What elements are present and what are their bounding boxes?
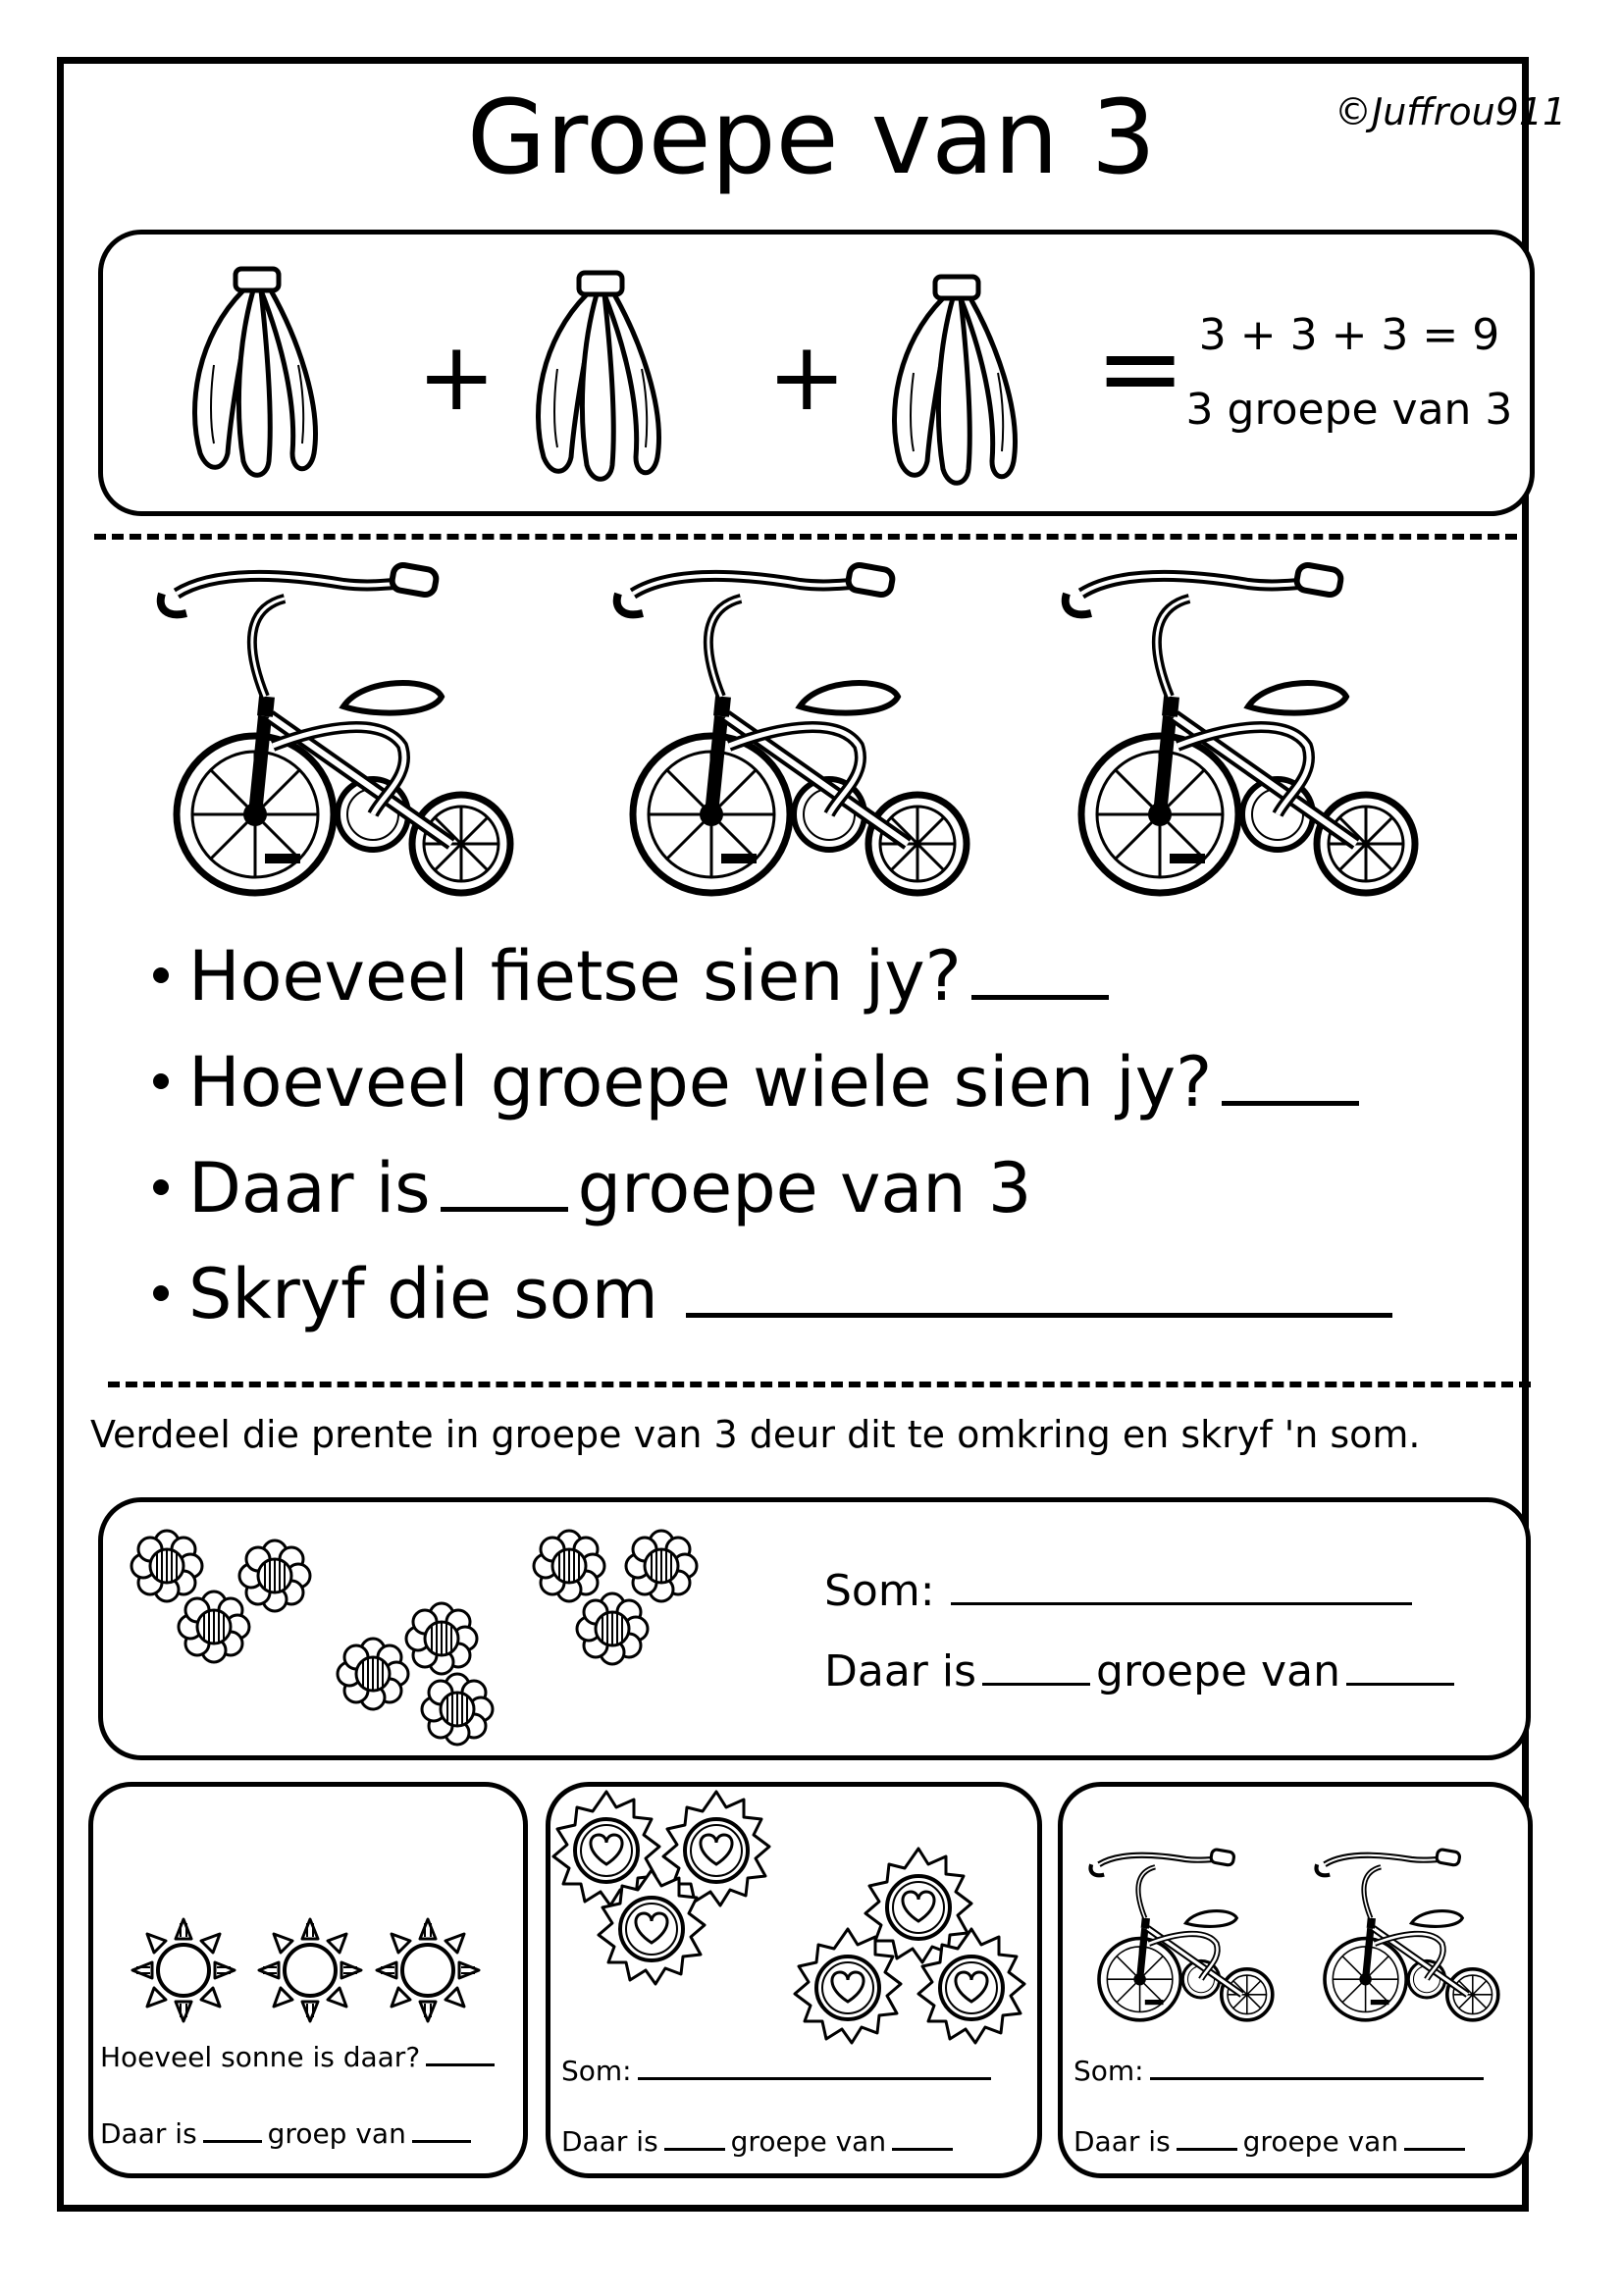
flower-icon: [131, 1531, 202, 1601]
flower-icon: [626, 1531, 697, 1601]
answer-line[interactable]: [1404, 2147, 1465, 2151]
heart-sun-icon: [865, 1849, 971, 1962]
banana-bunch-icon: [194, 269, 315, 475]
question-text: Hoeveel groepe wiele sien jy?: [188, 1042, 1213, 1122]
answer-line[interactable]: [1346, 1682, 1454, 1686]
answer-blank[interactable]: [971, 994, 1109, 1000]
question-2: [153, 1038, 1369, 1126]
example-groups: 3 groepe van 3: [1185, 385, 1513, 435]
daar-is-label: Daar is: [824, 1646, 977, 1696]
heart-suns-som-row: [561, 2055, 997, 2087]
copyright: ©Juffrou911: [1335, 90, 1567, 133]
groups-row: [824, 1646, 1460, 1696]
flower-icon: [338, 1639, 408, 1709]
answer-line[interactable]: [664, 2147, 725, 2151]
suns-question: [100, 2041, 500, 2073]
question-1: [153, 932, 1119, 1020]
suns-group: [88, 1782, 528, 1978]
som-label: Som:: [824, 1566, 935, 1616]
answer-line[interactable]: [1177, 2147, 1237, 2151]
answer-line[interactable]: [982, 1682, 1090, 1686]
equals-sign: =: [1095, 305, 1186, 431]
banana-bunch-icon: [894, 277, 1015, 483]
groepe-van-label: groepe van: [1242, 2125, 1399, 2158]
groepe-van-label: groepe van: [1096, 1646, 1340, 1696]
answer-blank[interactable]: [686, 1312, 1392, 1318]
daar-is-label: Daar is: [100, 2117, 197, 2150]
flower-icon: [239, 1540, 310, 1611]
plus-sign: +: [767, 322, 847, 432]
flower-icon: [534, 1531, 604, 1601]
question-text: Hoeveel fietse sien jy?: [188, 936, 962, 1017]
daar-is-label: Daar is: [561, 2125, 658, 2158]
flower-icon: [577, 1593, 648, 1664]
tricycle-icon: [161, 563, 510, 893]
flowers-group: [98, 1497, 981, 1772]
tricycle-icon: [1066, 563, 1415, 893]
bullet: [153, 1285, 169, 1301]
tricycle-icon: [617, 563, 967, 893]
small-tricycles-som-row: [1073, 2055, 1490, 2087]
divider: [108, 1382, 1531, 1387]
flower-icon: [406, 1603, 477, 1674]
page-title: Groepe van 3: [466, 78, 1157, 197]
som-label: Som:: [561, 2055, 632, 2087]
small-tricycles-groups-row: [1073, 2125, 1471, 2158]
som-label: Som:: [1073, 2055, 1144, 2087]
example-sum: 3 + 3 + 3 = 9: [1198, 310, 1500, 360]
question-3: [153, 1144, 1031, 1232]
sun-icon: [377, 1919, 479, 2021]
question-4: [153, 1250, 1402, 1338]
question-text: Hoeveel sonne is daar?: [100, 2041, 421, 2073]
question-text: Daar is: [188, 1148, 431, 1228]
answer-line[interactable]: [1150, 2076, 1484, 2080]
banana-bunch-icon: [538, 273, 658, 479]
answer-blank[interactable]: [441, 1206, 568, 1212]
heart-sun-icon: [795, 1929, 901, 2043]
answer-line[interactable]: [951, 1601, 1412, 1605]
heart-suns-groups-row: [561, 2125, 959, 2158]
heart-suns-group: [546, 1782, 1042, 2037]
flower-icon: [422, 1674, 493, 1745]
answer-line[interactable]: [412, 2139, 471, 2143]
sun-icon: [132, 1919, 235, 2021]
answer-line[interactable]: [638, 2076, 991, 2080]
suns-groups-row: [100, 2117, 477, 2150]
answer-line[interactable]: [892, 2147, 953, 2151]
answer-blank[interactable]: [1222, 1100, 1359, 1106]
flower-icon: [179, 1592, 249, 1662]
groep-van-label: groep van: [267, 2117, 406, 2150]
instruction: Verdeel die prente in groepe van 3 deur dit te omkring en skryf 'n som.: [90, 1413, 1421, 1456]
tricycle-icon: [1317, 1849, 1498, 2020]
question-text: groepe van 3: [577, 1148, 1032, 1228]
daar-is-label: Daar is: [1073, 2125, 1171, 2158]
tricycles-row: [0, 530, 1623, 922]
tricycle-icon: [1091, 1849, 1273, 2020]
answer-line[interactable]: [203, 2139, 262, 2143]
bullet: [153, 1179, 169, 1195]
sun-icon: [259, 1919, 361, 2021]
small-tricycles-group: [1058, 1782, 1533, 2037]
answer-line[interactable]: [426, 2062, 495, 2066]
bullet: [153, 1073, 169, 1089]
bullet: [153, 967, 169, 983]
som-row: [824, 1566, 1418, 1616]
question-text: Skryf die som: [188, 1254, 658, 1334]
groepe-van-label: groepe van: [730, 2125, 887, 2158]
example-bananas: [0, 0, 1623, 549]
plus-sign: +: [417, 322, 497, 432]
